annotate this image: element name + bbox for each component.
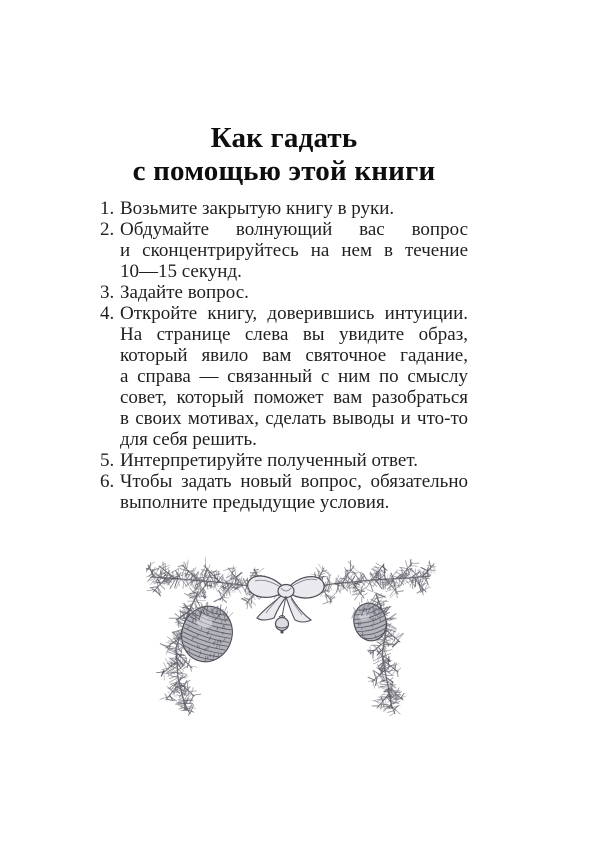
instruction-line: На странице слева вы увидите образ,	[120, 324, 468, 345]
fir-garland-illustration	[146, 556, 436, 716]
instruction-line: для себя решить.	[120, 429, 257, 450]
instruction-line: Чтобы задать новый вопрос, обязательно	[120, 471, 468, 492]
instruction-line: Возьмите закрытую книгу в руки.	[120, 198, 395, 219]
instruction-line: 10—15 секунд.	[120, 261, 242, 282]
instruction-line: совет, который поможет вам разобраться	[120, 387, 468, 408]
instruction-line: Обдумайте волнующий вас вопрос	[120, 219, 468, 240]
instruction-number: 1.	[100, 198, 115, 219]
instruction-line: в своих мотивах, сделать выводы и что-то	[120, 408, 468, 429]
instruction-line: который явило вам святочное гадание,	[120, 345, 468, 366]
page-title	[100, 122, 468, 188]
instruction-item-4	[100, 303, 468, 450]
instruction-number: 3.	[100, 282, 115, 303]
instruction-line: Задайте вопрос.	[120, 282, 249, 303]
instruction-item-1	[100, 198, 468, 219]
title-line-2: с помощью этой книги	[132, 155, 436, 187]
instruction-number: 5.	[100, 450, 115, 471]
instruction-number: 4.	[100, 303, 115, 324]
instruction-item-2	[100, 219, 468, 282]
instruction-number: 6.	[100, 471, 115, 492]
instruction-line: Интерпретируйте полученный ответ.	[120, 450, 418, 471]
title-line-1: Как гадать	[210, 122, 358, 154]
fir-garland-svg	[146, 556, 436, 716]
instruction-line: Откройте книгу, доверившись интуиции.	[120, 303, 468, 324]
instructions-list	[100, 198, 468, 513]
instruction-line: выполните предыдущие условия.	[120, 492, 390, 513]
instruction-item-5	[100, 450, 468, 471]
instruction-item-3	[100, 282, 468, 303]
instruction-number: 2.	[100, 219, 115, 240]
instruction-line: а справа — связанный с ним по смыслу	[120, 366, 468, 387]
instruction-item-6	[100, 471, 468, 513]
instruction-line: и сконцентрируйтесь на нем в течение	[120, 240, 468, 261]
